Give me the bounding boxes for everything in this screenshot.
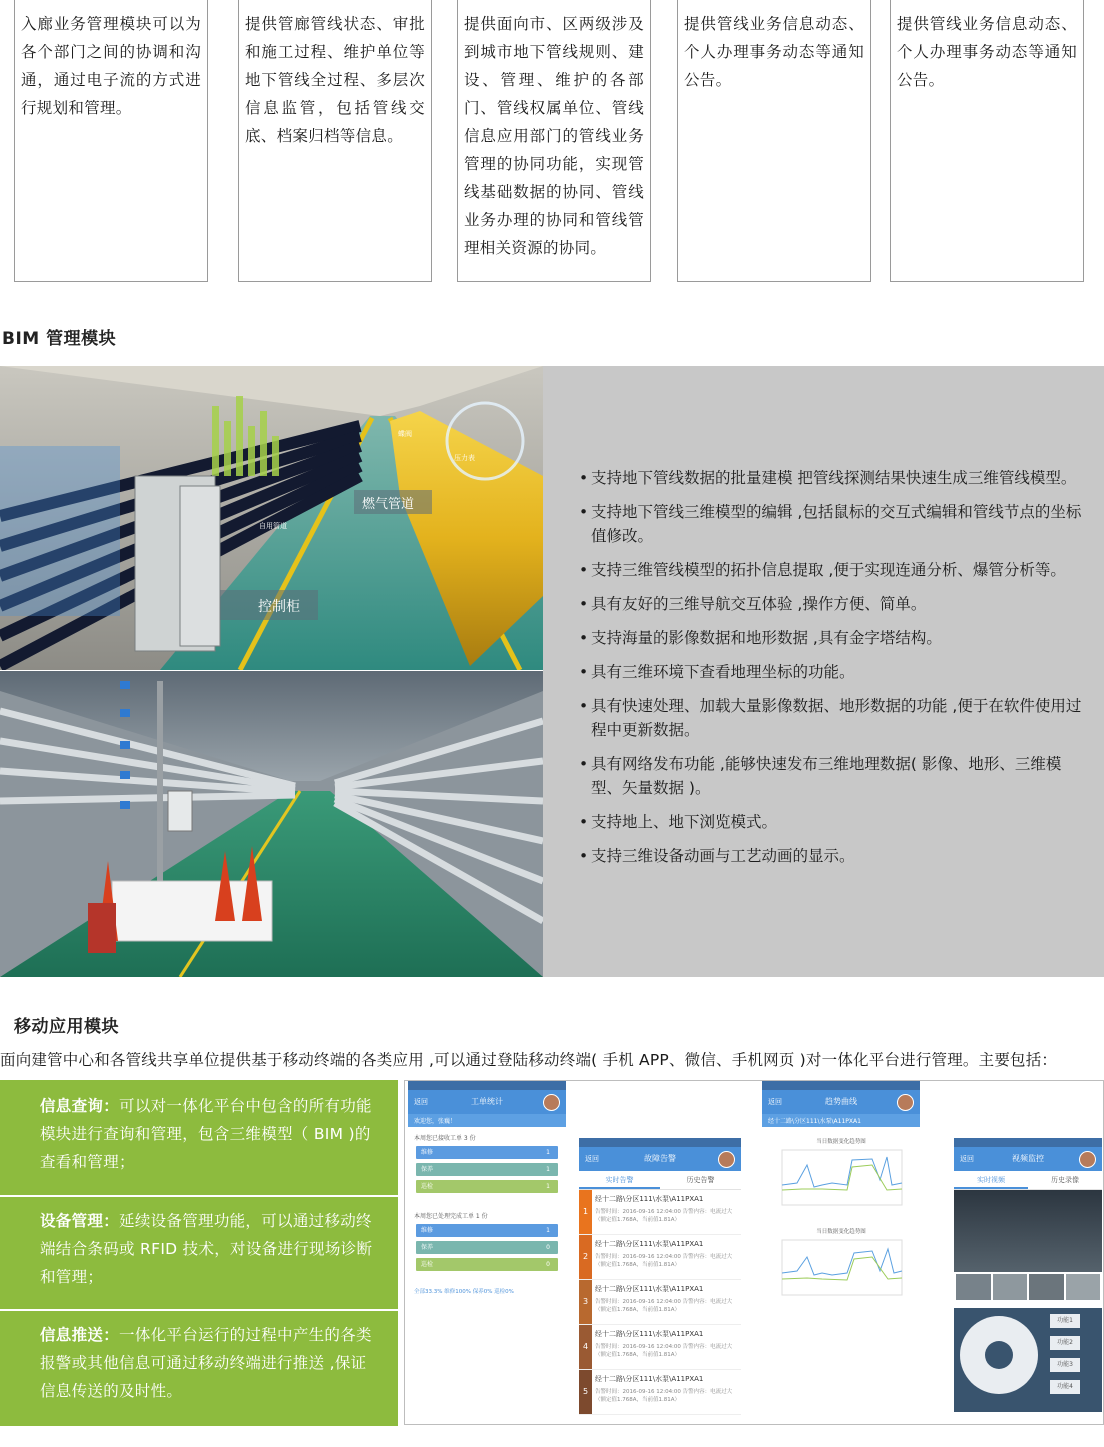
- order-row[interactable]: 维修 1: [416, 1224, 558, 1237]
- received-summary: 本周您已接收工单 3 份: [414, 1135, 476, 1142]
- trend-chart-1: [762, 1145, 920, 1215]
- mobile-item-device: [0, 1197, 398, 1309]
- screen-title: 视频监控: [1012, 1154, 1044, 1163]
- bim-feature-panel: [543, 366, 1104, 977]
- bim-feature: • 支持地下管线三维模型的编辑 ,包括鼠标的交互式编辑和管线节点的坐标值修改。: [579, 500, 1089, 548]
- phone-trend-curves: [762, 1081, 920, 1351]
- card-4: 提供管线业务信息动态、个人办理事务动态等通知公告。: [677, 0, 871, 282]
- video-view[interactable]: [954, 1190, 1102, 1272]
- video-thumb[interactable]: [956, 1274, 991, 1300]
- function-button[interactable]: 功能4: [1050, 1380, 1080, 1394]
- done-summary: 本周您已处理完成工单 1 份: [414, 1213, 488, 1220]
- order-row[interactable]: 巡检 0: [416, 1258, 558, 1271]
- screen-title: 趋势曲线: [825, 1097, 857, 1106]
- direction-pad[interactable]: [960, 1316, 1038, 1394]
- mobile-section-title: 移动应用模块: [14, 1017, 119, 1037]
- video-thumb[interactable]: [1066, 1274, 1101, 1300]
- bim-feature: • 具有快速处理、加载大量影像数据、地形数据的功能 ,便于在软件使用过程中更新数据。: [579, 694, 1089, 742]
- order-row[interactable]: 维修 1: [416, 1146, 558, 1159]
- top-cards: [0, 0, 1104, 284]
- phone-work-orders: [408, 1081, 566, 1351]
- back-button[interactable]: 返回: [585, 1155, 599, 1163]
- video-thumb[interactable]: [993, 1274, 1028, 1300]
- gas-pipe-label: 燃气管道: [362, 497, 415, 512]
- order-row[interactable]: 巡检 1: [416, 1180, 558, 1193]
- avatar[interactable]: [543, 1094, 560, 1111]
- tab-recording[interactable]: 历史录像: [1051, 1176, 1079, 1184]
- tunnel-render-bottom: [0, 671, 543, 977]
- alarm-item[interactable]: 4 经十二路\分区111\水泵\A11PXA1 告警时间：2016-09-16 12:04:00 告警内容：电流过大（额定值1.768A，当前值1.81A）: [579, 1325, 741, 1370]
- alarm-item[interactable]: 3 经十二路\分区111\水泵\A11PXA1 告警时间：2016-09-16 12:04:00 告警内容：电流过大（额定值1.768A，当前值1.81A）: [579, 1280, 741, 1325]
- phone-fault-alarms: [579, 1138, 741, 1425]
- card-2: 提供管廊管线状态、审批和施工过程、维护单位等地下管线全过程、多层次信息监管，包括管线交底、档案归档等信息。: [238, 0, 432, 282]
- bim-feature: • 支持地下管线数据的批量建模 把管线探测结果快速生成三维管线模型。: [579, 466, 1089, 490]
- valve-label: 蝶阀: [398, 430, 412, 438]
- function-button[interactable]: 功能3: [1050, 1358, 1080, 1372]
- screen-title: 工单统计: [471, 1097, 503, 1106]
- mobile-item-body: 延续设备管理功能，可以通过移动终端结合条码或 RFID 技术，对设备进行现场诊断和管理；: [40, 1212, 373, 1286]
- center-button[interactable]: [985, 1341, 1013, 1369]
- welcome-text: 欢迎您，张巍！: [408, 1114, 566, 1127]
- bim-feature: • 具有友好的三维导航交互体验 ,操作方便、简单。: [579, 592, 1089, 616]
- alarm-item[interactable]: 5 经十二路\分区111\水泵\A11PXA1 告警时间：2016-09-16 12:04:00 告警内容：电流过大（额定值1.768A，当前值1.81A）: [579, 1370, 741, 1415]
- alarm-item[interactable]: 1 经十二路\分区111\水泵\A11PXA1 告警时间：2016-09-16 12:04:00 告警内容：电流过大（额定值1.768A，当前值1.81A）: [579, 1190, 741, 1235]
- mobile-item-head: 信息推送：: [40, 1326, 120, 1344]
- bim-section-title: BIM 管理模块: [2, 329, 117, 349]
- bim-feature: • 支持三维设备动画与工艺动画的显示。: [579, 844, 1089, 868]
- gauge-label: 压力表: [454, 454, 475, 462]
- bim-feature: • 具有三维环境下查看地理坐标的功能。: [579, 660, 1089, 684]
- video-thumb[interactable]: [1029, 1274, 1064, 1300]
- card-1: 入廊业务管理模块可以为各个部门之间的协调和沟通，通过电子流的方式进行规划和管理。: [14, 0, 208, 282]
- function-button[interactable]: 功能1: [1050, 1314, 1080, 1328]
- mobile-item-query: [0, 1080, 398, 1195]
- ptz-control: [954, 1308, 1102, 1412]
- water-pipe-label: 自用管道: [259, 522, 287, 530]
- avatar[interactable]: [1079, 1151, 1096, 1168]
- back-button[interactable]: 返回: [768, 1098, 782, 1106]
- back-button[interactable]: 返回: [960, 1155, 974, 1163]
- mobile-item-body: 可以对一体化平台中包含的所有功能模块进行查询和管理，包含三维模型（ BIM )的查看和管理；: [40, 1097, 372, 1171]
- avatar[interactable]: [897, 1094, 914, 1111]
- bim-feature: • 具有网络发布功能 ,能够快速发布三维地理数据( 影像、地形、三维模型、矢量数据 )。: [579, 752, 1089, 800]
- bim-feature-list: [579, 466, 1089, 878]
- tunnel-render-top: [0, 366, 543, 670]
- screen-title: 故障告警: [644, 1154, 676, 1163]
- mobile-intro: 面向建管中心和各管线共享单位提供基于移动终端的各类应用 ,可以通过登陆移动终端( 手机 APP、微信、手机网页 )对一体化平台进行管理。主要包括：: [0, 1051, 1058, 1069]
- mobile-item-head: 设备管理：: [40, 1212, 120, 1230]
- order-row[interactable]: 保养 0: [416, 1241, 558, 1254]
- phone-video-monitor: [954, 1138, 1102, 1425]
- bim-feature: • 支持海量的影像数据和地形数据 ,具有金字塔结构。: [579, 626, 1089, 650]
- bim-feature: • 支持地上、地下浏览模式。: [579, 810, 1089, 834]
- tab-live[interactable]: 实时视频: [954, 1171, 1028, 1189]
- tab-history[interactable]: 历史告警: [686, 1176, 715, 1184]
- mobile-item-body: 一体化平台运行的过程中产生的各类报警或其他信息可通过移动终端进行推送 ,保证信息传送的及时性。: [40, 1326, 372, 1400]
- card-5: 提供管线业务信息动态、个人办理事务动态等通知公告。: [890, 0, 1084, 282]
- alarm-item[interactable]: 2 经十二路\分区111\水泵\A11PXA1 告警时间：2016-09-16 12:04:00 告警内容：电流过大（额定值1.768A，当前值1.81A）: [579, 1235, 741, 1280]
- mobile-item-head: 信息查询：: [40, 1097, 120, 1115]
- bim-feature: • 支持三维管线模型的拓扑信息提取 ,便于实现连通分析、爆管分析等。: [579, 558, 1089, 582]
- cabinet-label: 控制柜: [258, 599, 300, 615]
- chart-title: 当日数据变化趋势图: [816, 1229, 866, 1235]
- avatar[interactable]: [718, 1151, 735, 1168]
- phone-screenshots: [404, 1080, 1104, 1425]
- device-path: 经十二路\分区111\水泵\A11PXA1: [762, 1114, 920, 1127]
- tab-realtime[interactable]: 实时告警: [579, 1171, 660, 1189]
- function-button[interactable]: 功能2: [1050, 1336, 1080, 1350]
- trend-chart-2: [762, 1235, 920, 1305]
- rate-footer: 全部33.3% 维修100% 保养0% 巡检0%: [414, 1289, 514, 1295]
- chart-title: 当日数据变化趋势图: [816, 1139, 866, 1145]
- back-button[interactable]: 返回: [414, 1098, 428, 1106]
- mobile-item-push: [0, 1311, 398, 1426]
- order-row[interactable]: 保养 1: [416, 1163, 558, 1176]
- card-3: 提供面向市、区两级涉及到城市地下管线规则、建设、管理、维护的各部门、管线权属单位、管线信息应用部门的管线业务管理的协同功能，实现管线基础数据的协同、管线业务办理的协同和管线管理相关资源的协同。: [457, 0, 651, 282]
